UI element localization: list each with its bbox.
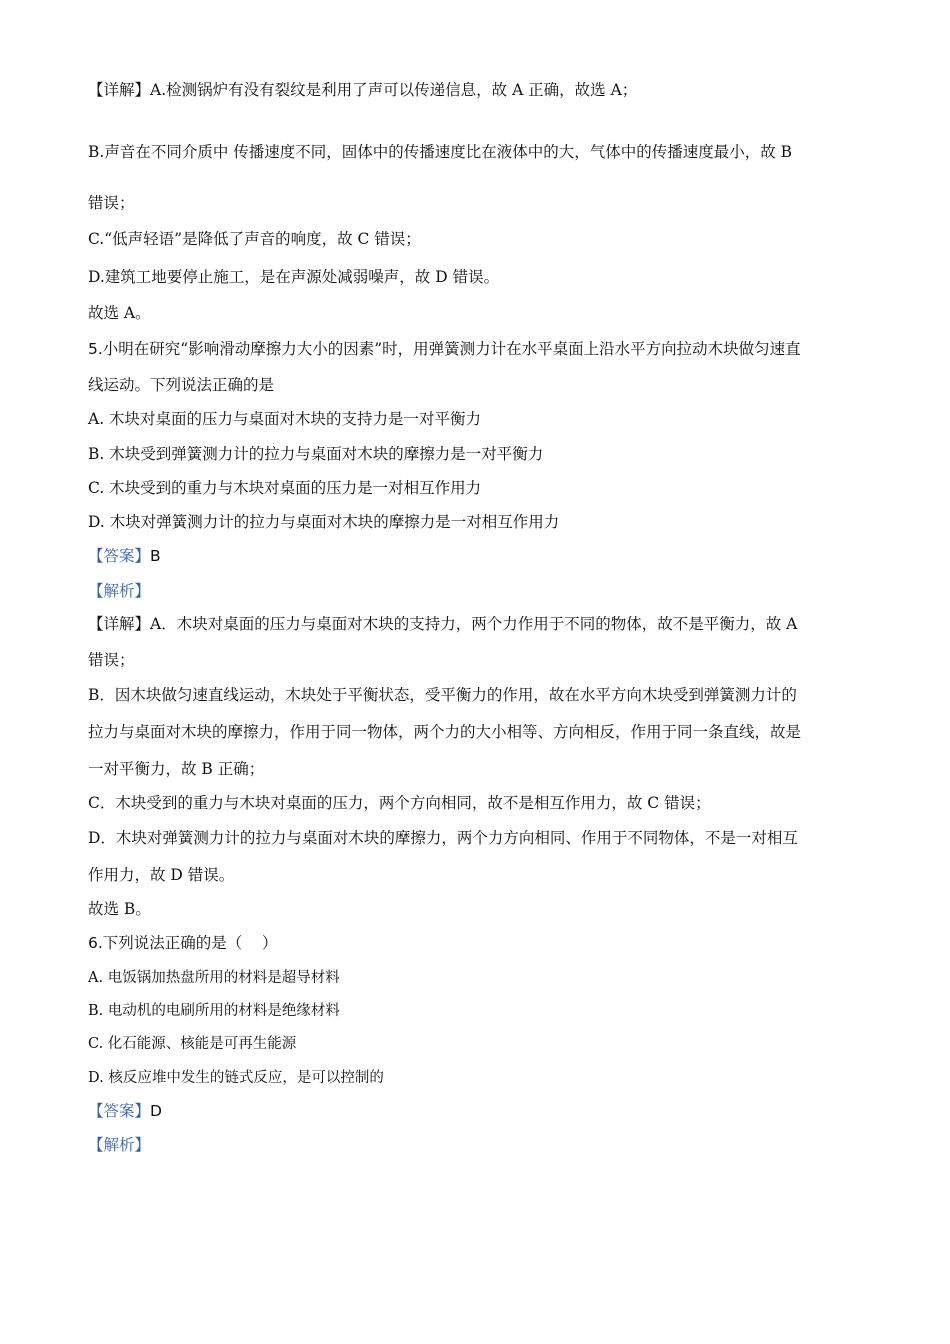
q5-detail-a-line2: 错误； [88, 651, 135, 669]
q6-option-c: C. 化石能源、核能是可再生能源 [88, 1036, 297, 1052]
answer-value: D [150, 1102, 162, 1120]
q4-detail-b-line1: B.声音在不同介质中 传播速度不同，固体中的传播速度比在液体中的大，气体中的传播速度最小，故 B [88, 143, 793, 161]
q6-option-a: A. 电饭锅加热盘所用的材料是超导材料 [88, 970, 340, 986]
q4-detail-c: C.“低声轻语”是降低了声音的响度，故 C 错误； [88, 230, 421, 248]
q4-detail-a: 【详解】A.检测锅炉有没有裂纹是利用了声可以传递信息，故 A 正确，故选 A； [88, 81, 638, 99]
answer-label: 【答案】 [88, 1102, 151, 1120]
answer-label: 【答案】 [88, 547, 151, 565]
q5-option-a: A. 木块对桌面的压力与桌面对木块的支持力是一对平衡力 [88, 410, 482, 428]
question-number: 5. [88, 340, 103, 358]
q5-stem-line2: 线运动。下列说法正确的是 [88, 376, 275, 394]
q6-answer [88, 1100, 878, 1122]
answer-value: B [150, 547, 161, 565]
q5-analysis-label: 【解析】 [88, 582, 151, 600]
q5-conclusion: 故选 B。 [88, 900, 151, 918]
q6-stem: 6.下列说法正确的是（ ） [88, 934, 278, 952]
q5-option-b: B. 木块受到弹簧测力计的拉力与桌面对木块的摩擦力是一对平衡力 [88, 445, 544, 463]
q5-stem-line1: 5.小明在研究“影响滑动摩擦力大小的因素”时，用弹簧测力计在水平桌面上沿水平方向拉动木块做匀速直 [88, 340, 801, 358]
detail-label: 【详解】 [88, 615, 151, 633]
q5-detail-a-line1: 【详解】A．木块对桌面的压力与桌面对木块的支持力，两个力作用于不同的物体，故不是平衡力，故 A [88, 615, 798, 633]
q5-detail-c: C．木块受到的重力与木块对桌面的压力，两个方向相同，故不是相互作用力，故 C 错误； [88, 794, 711, 812]
q5-detail-d-line1: D．木块对弹簧测力计的拉力与桌面对木块的摩擦力，两个力方向相同、作用于不同物体，不是一对相互 [88, 829, 798, 847]
q4-conclusion: 故选 A。 [88, 304, 151, 322]
q5-answer [88, 545, 878, 567]
q5-option-d: D. 木块对弹簧测力计的拉力与桌面对木块的摩擦力是一对相互作用力 [88, 513, 560, 531]
q6-analysis-label: 【解析】 [88, 1136, 151, 1154]
q5-detail-b-line1: B．因木块做匀速直线运动，木块处于平衡状态，受平衡力的作用，故在水平方向木块受到弹簧测力计的 [88, 686, 797, 704]
q4-detail-b-line2: 错误； [88, 194, 135, 212]
question-number: 6. [88, 934, 103, 952]
q4-detail-d: D.建筑工地要停止施工，是在声源处减弱噪声，故 D 错误。 [88, 268, 500, 286]
q6-option-d: D. 核反应堆中发生的链式反应，是可以控制的 [88, 1070, 384, 1086]
q5-detail-d-line2: 作用力，故 D 错误。 [88, 866, 235, 884]
q5-option-c: C. 木块受到的重力与木块对桌面的压力是一对相互作用力 [88, 479, 482, 497]
q6-option-b: B. 电动机的电刷所用的材料是绝缘材料 [88, 1003, 340, 1019]
detail-label: 【详解】 [88, 81, 151, 99]
q5-detail-b-line2: 拉力与桌面对木块的摩擦力，作用于同一物体，两个力的大小相等、方向相反，作用于同一条直线，故是 [88, 723, 802, 741]
q5-detail-b-line3: 一对平衡力，故 B 正确； [88, 760, 265, 778]
